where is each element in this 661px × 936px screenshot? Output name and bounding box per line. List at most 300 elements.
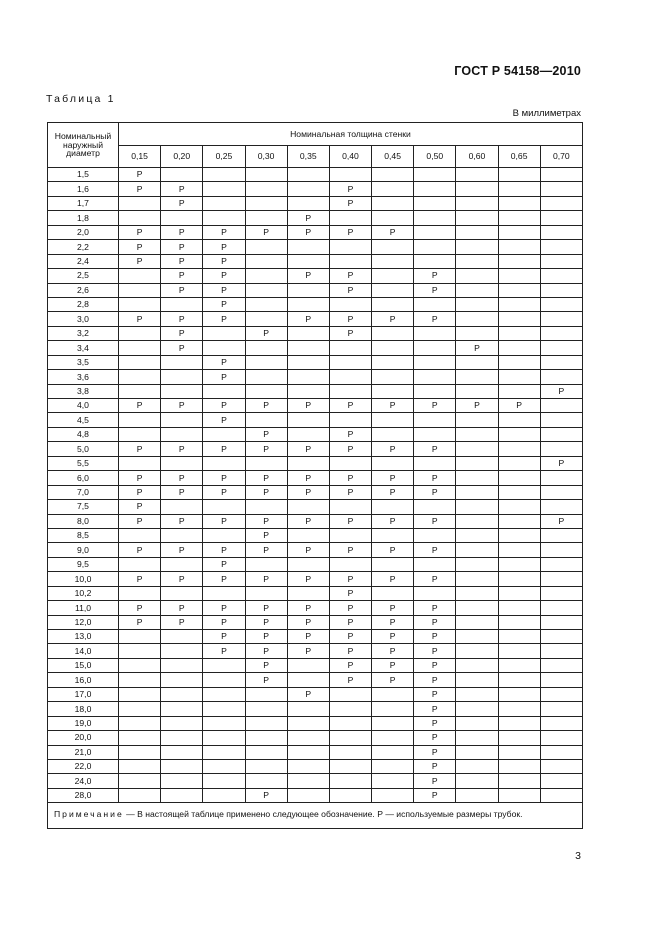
thickness-cell (372, 745, 414, 759)
thickness-cell (540, 182, 582, 196)
thickness-columns-row (48, 146, 583, 168)
thickness-cell (456, 326, 498, 340)
thickness-cell: Р (329, 658, 371, 672)
thickness-cell: Р (245, 644, 287, 658)
diameter-cell: 2,2 (48, 240, 119, 254)
thickness-cell (456, 211, 498, 225)
thickness-cell (540, 370, 582, 384)
diameter-cell: 11,0 (48, 601, 119, 615)
thickness-column-header: 0,65 (498, 146, 540, 168)
thickness-cell: Р (245, 326, 287, 340)
thickness-column-header: 0,45 (372, 146, 414, 168)
thickness-cell: Р (372, 514, 414, 528)
thickness-cell (456, 615, 498, 629)
thickness-cell (372, 196, 414, 210)
table-row (48, 731, 583, 745)
thickness-cell: Р (203, 370, 245, 384)
thickness-cell (456, 485, 498, 499)
thickness-cell (456, 269, 498, 283)
table-row (48, 644, 583, 658)
thickness-column-header: 0,30 (245, 146, 287, 168)
table-row (48, 615, 583, 629)
thickness-cell (245, 211, 287, 225)
thickness-cell (372, 269, 414, 283)
thickness-cell: Р (119, 442, 161, 456)
thickness-cell (414, 384, 456, 398)
thickness-cell (456, 312, 498, 326)
thickness-cell (498, 341, 540, 355)
thickness-cell (203, 702, 245, 716)
thickness-cell (540, 586, 582, 600)
thickness-cell: Р (414, 601, 456, 615)
thickness-cell: Р (203, 355, 245, 369)
diameter-cell: 3,0 (48, 312, 119, 326)
thickness-cell (540, 528, 582, 542)
thickness-cell (245, 500, 287, 514)
table-row (48, 240, 583, 254)
thickness-cell (456, 182, 498, 196)
thickness-cell: Р (245, 399, 287, 413)
thickness-cell (540, 471, 582, 485)
thickness-cell: Р (119, 182, 161, 196)
thickness-cell (245, 240, 287, 254)
thickness-cell (456, 759, 498, 773)
thickness-cell: Р (245, 514, 287, 528)
thickness-cell: Р (203, 615, 245, 629)
thickness-cell (203, 788, 245, 802)
thickness-cell: Р (119, 225, 161, 239)
thickness-column-header: 0,40 (329, 146, 371, 168)
thickness-cell (456, 196, 498, 210)
thickness-cell (540, 240, 582, 254)
thickness-cell: Р (203, 514, 245, 528)
thickness-cell: Р (329, 225, 371, 239)
thickness-cell (287, 427, 329, 441)
thickness-cell (161, 384, 203, 398)
thickness-cell: Р (161, 485, 203, 499)
thickness-cell (119, 788, 161, 802)
thickness-cell (119, 630, 161, 644)
diameter-cell: 5,5 (48, 456, 119, 470)
thickness-cell (456, 557, 498, 571)
thickness-cell (119, 384, 161, 398)
thickness-cell: Р (329, 182, 371, 196)
thickness-cell: Р (161, 182, 203, 196)
thickness-cell (119, 759, 161, 773)
thickness-cell: Р (287, 442, 329, 456)
thickness-cell: Р (245, 673, 287, 687)
thickness-cell (119, 196, 161, 210)
thickness-cell (498, 731, 540, 745)
thickness-cell (119, 355, 161, 369)
diameter-cell: 20,0 (48, 731, 119, 745)
thickness-cell: Р (372, 572, 414, 586)
thickness-cell (498, 240, 540, 254)
thickness-cell (498, 658, 540, 672)
thickness-cell (161, 702, 203, 716)
thickness-cell (287, 283, 329, 297)
thickness-cell (245, 759, 287, 773)
thickness-cell (119, 211, 161, 225)
thickness-cell (287, 456, 329, 470)
thickness-cell: Р (287, 615, 329, 629)
thickness-cell (287, 355, 329, 369)
thickness-cell: Р (287, 514, 329, 528)
thickness-cell (329, 456, 371, 470)
table-row (48, 774, 583, 788)
thickness-cell: Р (203, 312, 245, 326)
thickness-cell (456, 413, 498, 427)
thickness-cell (287, 297, 329, 311)
thickness-cell: Р (287, 572, 329, 586)
note-label: Примечание (54, 809, 124, 820)
thickness-cell (456, 456, 498, 470)
thickness-cell (329, 687, 371, 701)
thickness-cell (456, 586, 498, 600)
thickness-cell: Р (329, 601, 371, 615)
thickness-cell (372, 211, 414, 225)
thickness-cell (329, 297, 371, 311)
thickness-cell: Р (414, 399, 456, 413)
thickness-cell: Р (329, 442, 371, 456)
thickness-cell (161, 456, 203, 470)
thickness-cell: Р (119, 615, 161, 629)
table-row (48, 355, 583, 369)
thickness-cell: Р (119, 601, 161, 615)
diameter-cell: 7,0 (48, 485, 119, 499)
thickness-cell: Р (372, 673, 414, 687)
thickness-cell: Р (203, 630, 245, 644)
thickness-cell (456, 500, 498, 514)
table-row (48, 399, 583, 413)
note-text: — В настоящей таблице применено следующее обозначение. Р — используемые размеры трубок. (123, 809, 523, 820)
thickness-cell (498, 745, 540, 759)
thickness-cell (540, 413, 582, 427)
thickness-cell (456, 644, 498, 658)
thickness-cell: Р (329, 572, 371, 586)
thickness-cell (456, 355, 498, 369)
thickness-cell (203, 759, 245, 773)
table-row (48, 702, 583, 716)
thickness-cell (372, 456, 414, 470)
thickness-cell (372, 716, 414, 730)
thickness-cell (329, 557, 371, 571)
standard-designation: ГОСТ Р 54158—2010 (454, 64, 581, 78)
thickness-cell: Р (119, 543, 161, 557)
thickness-cell (203, 182, 245, 196)
thickness-cell (287, 326, 329, 340)
thickness-cell: Р (414, 716, 456, 730)
thickness-cell: Р (203, 543, 245, 557)
thickness-cell (414, 456, 456, 470)
thickness-cell (203, 500, 245, 514)
thickness-cell (329, 254, 371, 268)
thickness-cell: Р (287, 543, 329, 557)
thickness-cell (161, 644, 203, 658)
table-row (48, 283, 583, 297)
thickness-cell (245, 774, 287, 788)
thickness-cell (203, 658, 245, 672)
thickness-cell (498, 225, 540, 239)
thickness-cell (119, 586, 161, 600)
thickness-cell (287, 702, 329, 716)
thickness-cell (456, 297, 498, 311)
diameter-cell: 2,5 (48, 269, 119, 283)
thickness-cell: Р (456, 399, 498, 413)
thickness-cell (498, 413, 540, 427)
thickness-cell (456, 384, 498, 398)
thickness-cell (245, 716, 287, 730)
thickness-cell (372, 586, 414, 600)
table-row (48, 485, 583, 499)
thickness-cell (372, 759, 414, 773)
thickness-cell (414, 370, 456, 384)
thickness-cell (414, 355, 456, 369)
thickness-cell (203, 731, 245, 745)
thickness-cell (540, 788, 582, 802)
diameter-cell: 2,6 (48, 283, 119, 297)
thickness-cell (498, 630, 540, 644)
thickness-cell (329, 370, 371, 384)
thickness-cell: Р (161, 543, 203, 557)
thickness-cell: Р (245, 528, 287, 542)
thickness-cell (329, 500, 371, 514)
diameter-cell: 3,4 (48, 341, 119, 355)
thickness-cell (456, 427, 498, 441)
thickness-cell (372, 370, 414, 384)
thickness-cell (414, 196, 456, 210)
thickness-cell (540, 557, 582, 571)
thickness-cell (287, 182, 329, 196)
thickness-cell (329, 355, 371, 369)
thickness-cell (203, 326, 245, 340)
thickness-cell (203, 427, 245, 441)
thickness-cell (119, 297, 161, 311)
thickness-cell (119, 716, 161, 730)
thickness-cell: Р (372, 658, 414, 672)
thickness-cell (119, 341, 161, 355)
thickness-cell (245, 283, 287, 297)
thickness-cell (245, 702, 287, 716)
thickness-cell: Р (161, 399, 203, 413)
thickness-cell: Р (245, 658, 287, 672)
thickness-cell (329, 240, 371, 254)
thickness-cell (456, 471, 498, 485)
thickness-cell (456, 442, 498, 456)
thickness-cell (498, 601, 540, 615)
thickness-cell: Р (329, 196, 371, 210)
thickness-cell (414, 240, 456, 254)
thickness-cell (119, 413, 161, 427)
diameter-cell: 9,0 (48, 543, 119, 557)
thickness-cell: Р (119, 254, 161, 268)
thickness-cell (372, 774, 414, 788)
thickness-cell (161, 745, 203, 759)
table-row (48, 254, 583, 268)
thickness-column-header: 0,15 (119, 146, 161, 168)
thickness-cell (287, 759, 329, 773)
thickness-column-header: 0,60 (456, 146, 498, 168)
thickness-cell (540, 341, 582, 355)
thickness-cell (287, 168, 329, 182)
diameter-cell: 8,0 (48, 514, 119, 528)
thickness-cell (119, 557, 161, 571)
thickness-cell: Р (161, 572, 203, 586)
thickness-cell (498, 500, 540, 514)
thickness-cell (540, 254, 582, 268)
table-row (48, 196, 583, 210)
thickness-cell (329, 745, 371, 759)
thickness-cell: Р (329, 485, 371, 499)
thickness-cell (287, 341, 329, 355)
thickness-cell (245, 341, 287, 355)
table-row (48, 269, 583, 283)
diameter-header (48, 123, 119, 168)
table-row (48, 297, 583, 311)
thickness-cell: Р (540, 514, 582, 528)
thickness-cell: Р (119, 168, 161, 182)
thickness-cell: Р (203, 644, 245, 658)
table-row (48, 788, 583, 802)
diameter-cell: 18,0 (48, 702, 119, 716)
diameter-cell: 8,5 (48, 528, 119, 542)
diameter-cell: 4,0 (48, 399, 119, 413)
thickness-cell (287, 658, 329, 672)
diameter-header-line: наружный (62, 139, 104, 150)
thickness-cell (498, 485, 540, 499)
thickness-cell (161, 168, 203, 182)
thickness-cell (287, 788, 329, 802)
thickness-cell (329, 341, 371, 355)
thickness-cell (287, 557, 329, 571)
diameter-cell: 3,8 (48, 384, 119, 398)
thickness-cell (540, 196, 582, 210)
diameter-cell: 24,0 (48, 774, 119, 788)
thickness-cell: Р (245, 485, 287, 499)
thickness-cell: Р (372, 615, 414, 629)
thickness-cell: Р (414, 615, 456, 629)
thickness-cell: Р (329, 283, 371, 297)
thickness-cell (372, 427, 414, 441)
thickness-cell (372, 731, 414, 745)
thickness-cell (372, 240, 414, 254)
table-row (48, 456, 583, 470)
thickness-cell: Р (414, 702, 456, 716)
thickness-cell: Р (456, 341, 498, 355)
thickness-cell (456, 658, 498, 672)
table-caption: Таблица 1 (46, 93, 116, 105)
thickness-cell (329, 716, 371, 730)
thickness-cell (119, 456, 161, 470)
diameter-cell: 1,5 (48, 168, 119, 182)
thickness-cell (119, 370, 161, 384)
thickness-cell (329, 759, 371, 773)
thickness-cell (119, 658, 161, 672)
thickness-cell (456, 254, 498, 268)
thickness-cell: Р (203, 442, 245, 456)
thickness-cell: Р (161, 442, 203, 456)
thickness-cell: Р (287, 485, 329, 499)
thickness-cell (245, 687, 287, 701)
thickness-cell (414, 182, 456, 196)
thickness-cell: Р (329, 326, 371, 340)
thickness-cell (372, 254, 414, 268)
thickness-cell (372, 297, 414, 311)
table-row (48, 716, 583, 730)
thickness-cell (540, 630, 582, 644)
thickness-cell: Р (203, 572, 245, 586)
sizes-table (47, 122, 583, 829)
thickness-cell (456, 745, 498, 759)
thickness-cell: Р (245, 601, 287, 615)
thickness-cell: Р (161, 615, 203, 629)
thickness-cell: Р (287, 630, 329, 644)
thickness-cell (456, 731, 498, 745)
thickness-cell (329, 702, 371, 716)
thickness-cell (498, 759, 540, 773)
thickness-cell (161, 658, 203, 672)
thickness-cell (498, 528, 540, 542)
diameter-cell: 2,4 (48, 254, 119, 268)
thickness-cell: Р (119, 399, 161, 413)
thickness-cell (456, 543, 498, 557)
thickness-cell: Р (161, 514, 203, 528)
units-note: В миллиметрах (512, 108, 581, 119)
table-row (48, 601, 583, 615)
thickness-cell: Р (414, 774, 456, 788)
diameter-cell: 6,0 (48, 471, 119, 485)
table-row (48, 427, 583, 441)
thickness-cell (203, 687, 245, 701)
thickness-cell: Р (329, 427, 371, 441)
thickness-cell (498, 557, 540, 571)
diameter-header-line: Номинальный (54, 131, 112, 142)
thickness-cell (498, 269, 540, 283)
thickness-column-header: 0,20 (161, 146, 203, 168)
thickness-cell: Р (372, 471, 414, 485)
thickness-cell: Р (414, 673, 456, 687)
page-number: 3 (575, 850, 581, 862)
thickness-cell (540, 601, 582, 615)
thickness-cell (372, 168, 414, 182)
table-row (48, 211, 583, 225)
diameter-cell: 3,5 (48, 355, 119, 369)
thickness-cell (414, 297, 456, 311)
thickness-cell: Р (203, 485, 245, 499)
thickness-cell (119, 427, 161, 441)
thickness-cell (161, 687, 203, 701)
thickness-column-header: 0,35 (287, 146, 329, 168)
thickness-cell: Р (329, 269, 371, 283)
thickness-cell (456, 572, 498, 586)
thickness-cell (540, 355, 582, 369)
thickness-cell (161, 355, 203, 369)
thickness-cell: Р (161, 283, 203, 297)
thickness-cell: Р (245, 442, 287, 456)
thickness-cell (161, 586, 203, 600)
thickness-cell (245, 413, 287, 427)
thickness-cell (498, 456, 540, 470)
thickness-cell (414, 254, 456, 268)
thickness-cell (245, 355, 287, 369)
thickness-cell: Р (372, 601, 414, 615)
thickness-header: Номинальная толщина стенки (119, 123, 583, 146)
thickness-cell: Р (119, 514, 161, 528)
thickness-cell (540, 702, 582, 716)
thickness-cell (498, 254, 540, 268)
thickness-cell: Р (414, 630, 456, 644)
thickness-cell: Р (245, 615, 287, 629)
